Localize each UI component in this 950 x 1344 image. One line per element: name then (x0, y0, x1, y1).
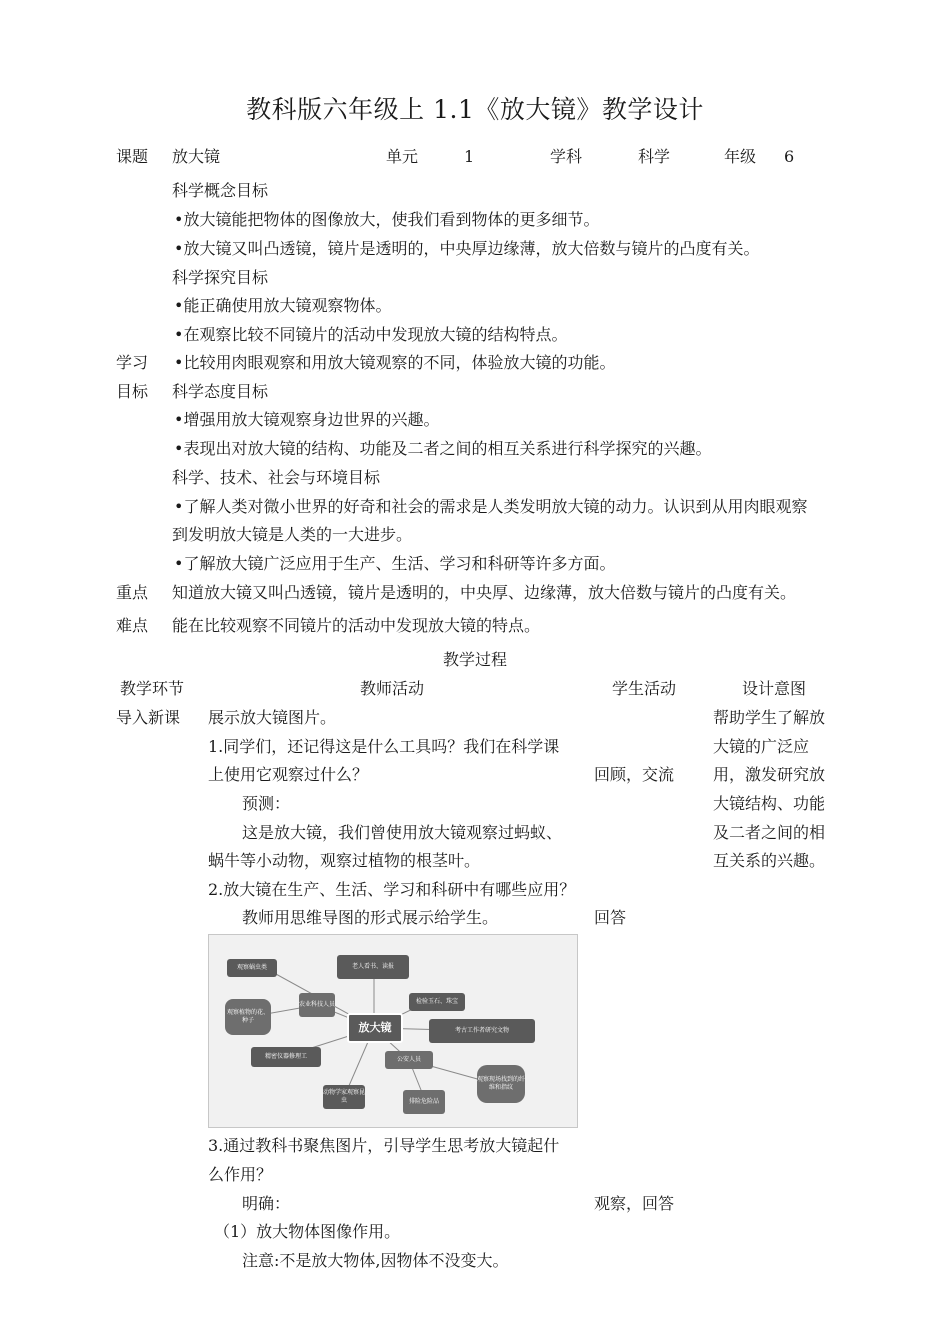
column-header-stage: 教学环节 (120, 679, 185, 698)
student-activity: 观察，回答 (594, 1194, 675, 1213)
intent-line: 及二者之间的相 (713, 823, 826, 842)
goal-item: •了解放大镜广泛应用于生产、生活、学习和科研等许多方面。 (174, 554, 616, 573)
mind-map-center-node: 放大镜 (347, 1013, 403, 1043)
mind-map-node: 观察植物的花、种子 (225, 999, 271, 1035)
key-point-label: 重点 (116, 583, 149, 602)
teacher-line: 么作用？ (208, 1165, 273, 1184)
mind-map-node: 精密仪器修理工 (251, 1047, 321, 1067)
mind-map-node: 排险危险品 (403, 1090, 445, 1114)
difficult-point-text: 能在比较观察不同镜片的活动中发现放大镜的特点。 (172, 616, 541, 635)
mind-map-node: 动物学家观察昆虫 (323, 1085, 365, 1109)
goal-item: •比较用肉眼观察和用放大镜观察的不同，体验放大镜的功能。 (174, 353, 616, 372)
intent-line: 用，激发研究放 (713, 765, 826, 784)
subject-value: 科学 (638, 147, 671, 166)
process-heading: 教学过程 (442, 650, 507, 669)
teacher-line: 2.放大镜在生产、生活、学习和科研中有哪些应用？ (208, 880, 576, 899)
teacher-line: 蜗牛等小动物，观察过植物的根茎叶。 (208, 851, 481, 870)
student-activity: 回顾，交流 (594, 765, 675, 784)
difficult-point-label: 难点 (116, 616, 149, 635)
teacher-line: 3.通过教科书聚焦图片，引导学生思考放大镜起什 (208, 1136, 560, 1155)
goal-item-continued: 到发明放大镜是人类的一大进步。 (172, 525, 413, 544)
goal-item: •增强用放大镜观察身边世界的兴趣。 (174, 410, 440, 429)
column-header-intent: 设计意图 (742, 679, 807, 698)
mind-map-node: 观察蜗虫类 (227, 959, 277, 977)
goal-item: •能正确使用放大镜观察物体。 (174, 296, 392, 315)
goal-heading: 科学态度目标 (172, 382, 269, 401)
mind-map-node: 检验玉石、珠宝 (409, 993, 465, 1011)
intent-line: 帮助学生了解放 (713, 708, 826, 727)
teacher-line: 注意:不是放大物体,因物体不没变大。 (242, 1251, 509, 1270)
teacher-line: 上使用它观察过什么？ (208, 765, 369, 784)
mind-map-node: 农业科技人员 (299, 993, 335, 1017)
grade-label: 年级 (724, 147, 757, 166)
student-activity: 回答 (594, 908, 627, 927)
teacher-line: （1）放大物体图像作用。 (214, 1222, 401, 1241)
goal-item: •表现出对放大镜的结构、功能及二者之间的相互关系进行科学探究的兴趣。 (174, 439, 712, 458)
unit-value: 1 (464, 147, 475, 166)
goal-heading: 科学、技术、社会与环境目标 (172, 468, 381, 487)
key-point-text: 知道放大镜又叫凸透镜，镜片是透明的，中央厚、边缘薄，放大倍数与镜片的凸度有关。 (172, 583, 797, 602)
mind-map-image (208, 934, 578, 1128)
grade-value: 6 (784, 147, 795, 166)
teacher-line: 这是放大镜，我们曾使用放大镜观察过蚂蚁、 (242, 823, 563, 842)
stage-label: 导入新课 (116, 708, 181, 727)
goal-heading: 科学探究目标 (172, 268, 269, 287)
goal-item: •了解人类对微小世界的好奇和社会的需求是人类发明放大镜的动力。认识到从用肉眼观察 (174, 497, 808, 516)
goal-heading: 科学概念目标 (172, 181, 269, 200)
mind-map-node: 老人看书、读报 (337, 955, 409, 979)
intent-line: 大镜结构、功能 (713, 794, 826, 813)
goals-label-1: 学习 (116, 353, 149, 372)
mind-map-node: 公安人员 (385, 1051, 433, 1069)
goal-item: •在观察比较不同镜片的活动中发现放大镜的结构特点。 (174, 325, 568, 344)
teacher-line: 预测： (242, 794, 291, 813)
column-header-teacher: 教师活动 (360, 679, 425, 698)
document-title: 教科版六年级上 1.1《放大镜》教学设计 (246, 95, 704, 124)
goal-item: •放大镜又叫凸透镜，镜片是透明的，中央厚边缘薄，放大倍数与镜片的凸度有关。 (174, 239, 760, 258)
goals-label-2: 目标 (116, 382, 149, 401)
unit-label: 单元 (386, 147, 419, 166)
topic-value: 放大镜 (172, 147, 221, 166)
column-header-student: 学生活动 (612, 679, 677, 698)
mind-map-node: 观察现场找到的纤维和指纹 (477, 1065, 525, 1103)
intent-line: 互关系的兴趣。 (713, 851, 826, 870)
subject-label: 学科 (550, 147, 583, 166)
goal-item: •放大镜能把物体的图像放大，使我们看到物体的更多细节。 (174, 210, 600, 229)
intent-line: 大镜的广泛应 (713, 737, 810, 756)
teacher-line: 展示放大镜图片。 (208, 708, 337, 727)
mind-map-node: 考古工作者研究文物 (429, 1019, 535, 1043)
teacher-line: 明确： (242, 1194, 291, 1213)
teacher-line: 教师用思维导图的形式展示给学生。 (242, 908, 499, 927)
teacher-line: 1.同学们，还记得这是什么工具吗？我们在科学课 (208, 737, 560, 756)
topic-label: 课题 (116, 147, 149, 166)
